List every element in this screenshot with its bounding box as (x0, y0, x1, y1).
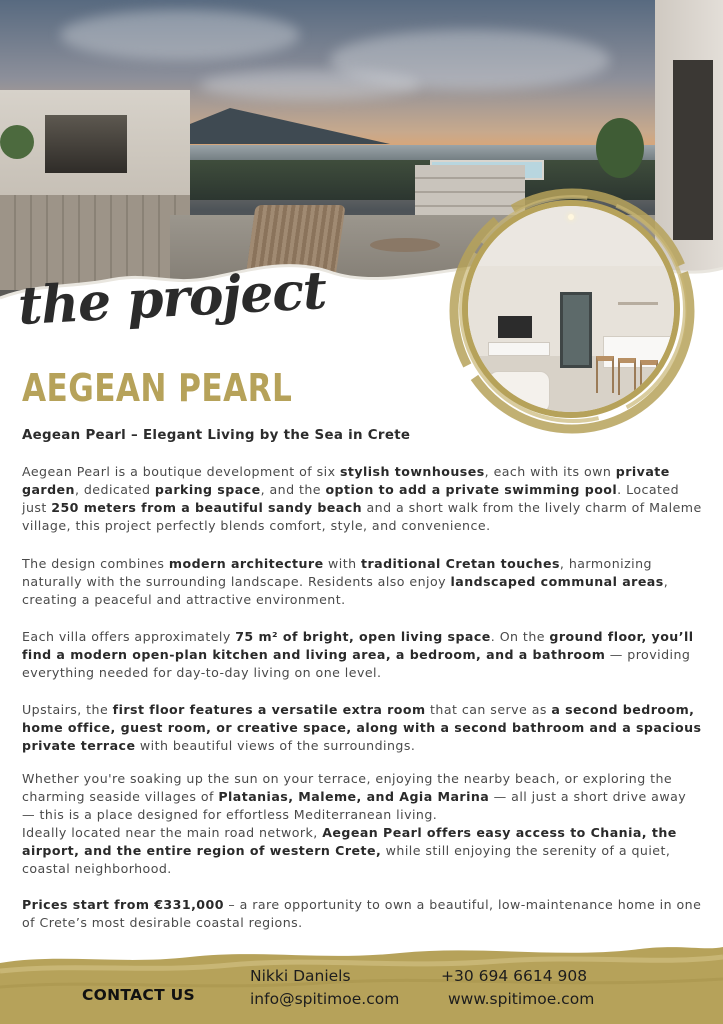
bar-stool (618, 358, 636, 395)
ceiling-light (628, 214, 634, 220)
text-run: . On the (490, 629, 550, 644)
contact-phone-link[interactable]: +30 694 6614 908 (441, 967, 588, 985)
text-run: The design combines (22, 556, 169, 571)
paragraph-design (22, 555, 702, 609)
text-run: , each with its own (484, 464, 616, 479)
interior-door (560, 292, 592, 368)
bold-phrase: 250 meters from a beautiful sandy beach (51, 500, 363, 515)
paragraph-ground-floor (22, 628, 702, 682)
palm-plant (596, 118, 644, 178)
bar-stool (640, 360, 658, 397)
text-run: Ideally located near the main road network, (22, 825, 323, 840)
script-title: the project (16, 259, 328, 338)
text-run: — providing everything needed for day-to-day living on one level. (22, 647, 691, 680)
text-run: , and the (260, 482, 326, 497)
paragraph-lifestyle (22, 770, 702, 824)
text-run: Each villa offers approximately (22, 629, 236, 644)
text-run: Upstairs, the (22, 702, 113, 717)
bold-phrase: private garden (22, 464, 670, 497)
cloud (200, 70, 420, 100)
text-run: , creating a peaceful and attractive environment. (22, 574, 669, 607)
text-run: that can serve as (425, 702, 552, 717)
bold-phrase: first floor features a versatile extra room (112, 702, 426, 717)
ceiling-light (568, 214, 574, 220)
interior-photo-circle (462, 200, 680, 418)
contact-email-link[interactable]: info@spitimoe.com (250, 990, 400, 1008)
contact-name: Nikki Daniels (250, 967, 351, 985)
paragraph-price (22, 896, 702, 932)
project-name-heading: AEGEAN PEARL (22, 366, 293, 410)
text-run: . Located just (22, 482, 680, 515)
bold-phrase: Prices start from €331,000 (22, 897, 224, 912)
bold-phrase: Platanias, Maleme, and Agia Marina (218, 789, 490, 804)
text-run: Whether you're soaking up the sun on your terrace, enjoying the nearby beach, or exploring the charming seaside villages of (22, 771, 673, 804)
bold-phrase: traditional Cretan touches (361, 556, 560, 571)
paragraph-intro (22, 463, 702, 535)
wall-shelf (618, 302, 658, 305)
cloud (60, 10, 300, 60)
bold-phrase: a second bedroom, home office, guest room, or creative space, along with a second bathroom and a spacious private terrace (22, 702, 702, 753)
tv-cabinet (488, 342, 550, 356)
sofa (488, 371, 550, 413)
text-run: Aegean Pearl is a boutique development of six (22, 464, 340, 479)
contact-us-label: CONTACT US (82, 986, 195, 1004)
bold-phrase: landscaped communal areas (450, 574, 664, 589)
text-run: and a short walk from the lively charm of Maleme village, this project perfectly blends comfort, style, and convenience. (22, 500, 702, 533)
text-run: while still enjoying the serenity of a quiet, coastal neighborhood. (22, 843, 671, 876)
website-link[interactable]: www.spitimoe.com (448, 990, 595, 1008)
ceiling-light (508, 214, 514, 220)
bold-phrase: stylish townhouses (339, 464, 485, 479)
text-run: , harmonizing naturally with the surrounding landscape. Residents also enjoy (22, 556, 652, 589)
bold-phrase: ground floor, you’ll find a modern open-plan kitchen and living area, a bedroom, and a bathroom (22, 629, 694, 662)
project-subtitle: Aegean Pearl – Elegant Living by the Sea in Crete (22, 428, 411, 443)
bar-stool (596, 356, 614, 393)
potted-plant (0, 125, 34, 159)
bold-phrase: 75 m² of bright, open living space (235, 629, 491, 644)
paragraph-first-floor (22, 701, 702, 755)
bold-phrase: modern architecture (168, 556, 324, 571)
television (498, 316, 532, 338)
gold-brush-footer (0, 935, 723, 1024)
bold-phrase: Aegean Pearl offers easy access to Chania, the airport, and the entire region of western Crete, (22, 825, 677, 858)
text-run: – a rare opportunity to own a beautiful, low-maintenance home in one of Crete’s most desirable coastal regions. (22, 897, 702, 930)
bold-phrase: option to add a private swimming pool (325, 482, 618, 497)
text-run: — all just a short drive away — this is a place designed for effortless Mediterranean living. (22, 789, 687, 822)
paragraph-location (22, 824, 702, 878)
text-run: , dedicated (74, 482, 155, 497)
bold-phrase: parking space (154, 482, 261, 497)
text-run: with (323, 556, 362, 571)
text-run: with beautiful views of the surroundings. (135, 738, 416, 753)
building-window (45, 115, 127, 173)
